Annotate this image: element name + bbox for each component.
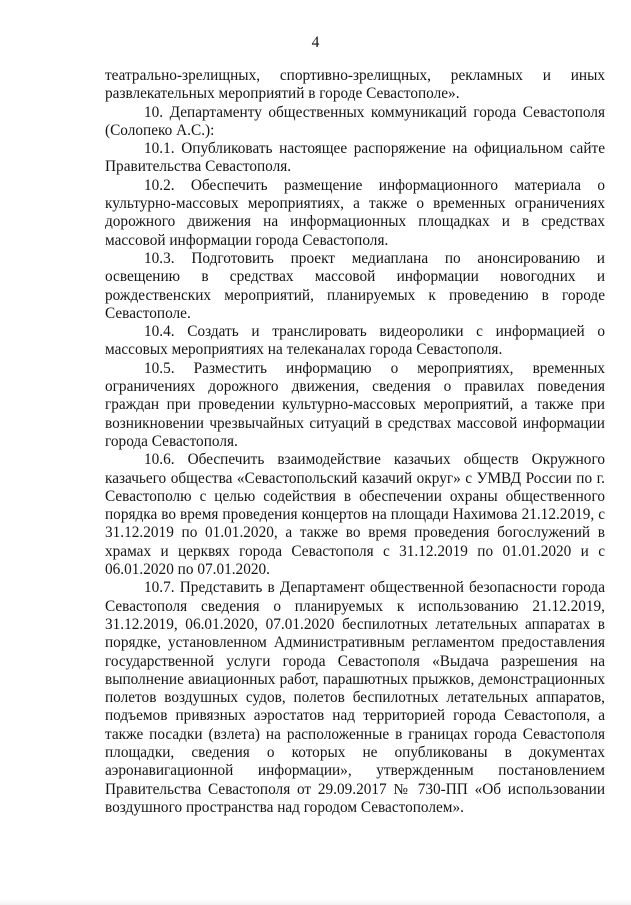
paragraph-item-10-5: 10.5. Разместить информацию о мероприятиях, временных ограничениях дорожного движения, сведения о правилах поведения граждан при проведении культурно-массовых мероприятий, а также при возникновении чрезвычайных ситуаций в средствах массовой информации города Севастополя. <box>105 359 605 450</box>
paragraph-continuation: театрально-зрелищных, спортивно-зрелищных, рекламных и иных развлекательных мероприятий в городе Севастополе». <box>105 67 605 103</box>
page-number: 4 <box>311 34 320 51</box>
paragraph-item-10-1: 10.1. Опубликовать настоящее распоряжение на официальном сайте Правительства Севастополя. <box>105 140 605 176</box>
paragraph-item-10-7: 10.7. Представить в Департамент общественной безопасности города Севастополя сведения о планируемых к использованию 21.12.2019, 31.12.2019, 06.01.2020, 07.01.2020 беспилотных летательных аппаратах в порядке, установленном Административным регламентом предоставления государственной услуги города Севастополя «Выдача разрешения на выполнение авиационных работ, парашютных прыжков, демонстрационных полетов воздушных судов, полетов беспилотных летательных аппаратов, подъемов привязных аэростатов над территорией города Севастополя, а также посадки (взлета) на расположенные в границах города Севастополя площадки, сведения о которых не опубликованы в документах аэронавигационной информации», утвержденным постановлением Правительства Севастополя от 29.09.2017 № 730-ПП «Об использовании воздушного пространства над городом Севастополем». <box>105 579 605 816</box>
paragraph-item-10: 10. Департаменту общественных коммуникаций города Севастополя (Солопеко А.С.): <box>105 103 605 139</box>
document-body <box>105 67 605 817</box>
paragraph-item-10-2: 10.2. Обеспечить размещение информационного материала о культурно-массовых мероприятиях, а также о временных ограничениях дорожного движения на информационных площадках и в средствах массовой информации города Севастополя. <box>105 176 605 249</box>
page-bottom-edge <box>0 899 631 905</box>
paragraph-item-10-3: 10.3. Подготовить проект медиаплана по анонсированию и освещению в средствах массовой информации новогодних и рождественских мероприятий, планируемых к проведению в городе Севастополе. <box>105 249 605 322</box>
paragraph-item-10-6: 10.6. Обеспечить взаимодействие казачьих обществ Окружного казачьего общества «Севастопольский казачий округ» с УМВД России по г. Севастополю с целью содействия в обеспечении охраны общественного порядка во время проведения концертов на площади Нахимова 21.12.2019, с 31.12.2019 по 01.01.2020, а также во время проведения богослужений в храмах и церквях города Севастополя с 31.12.2019 по 01.01.2020 и с 06.01.2020 по 07.01.2020. <box>105 451 605 579</box>
paragraph-item-10-4: 10.4. Создать и транслировать видеоролики с информацией о массовых мероприятиях на телеканалах города Севастополя. <box>105 323 605 359</box>
